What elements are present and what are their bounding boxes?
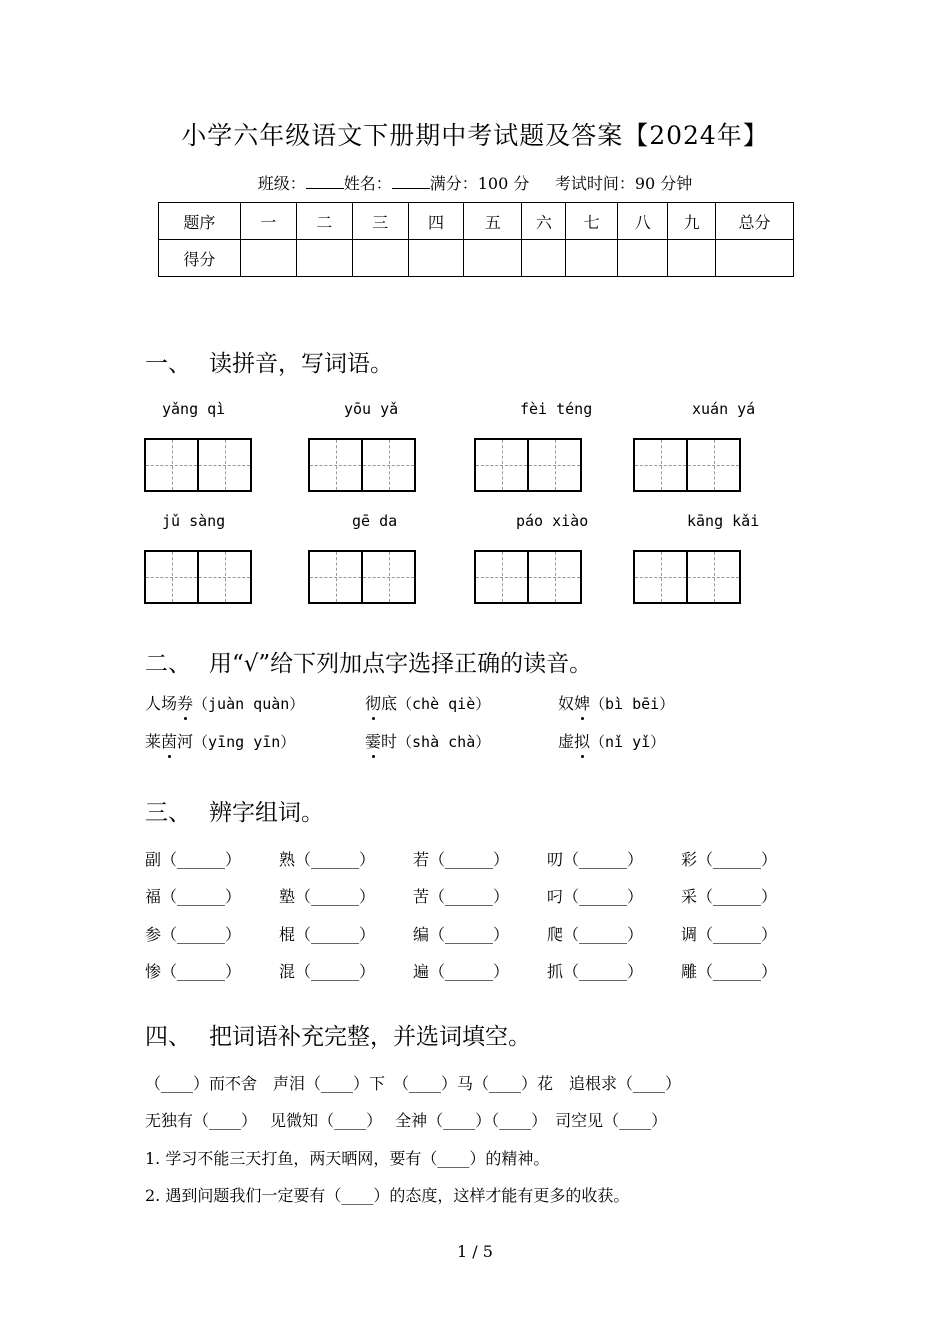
word-part: 人场 xyxy=(145,694,178,713)
writing-grid[interactable] xyxy=(144,438,252,492)
exam-info xyxy=(0,171,950,194)
answer-blank[interactable]: （______） xyxy=(563,925,644,944)
word-group-item[interactable] xyxy=(413,847,509,870)
dotted-char: 茵 xyxy=(161,729,177,752)
score-cell[interactable] xyxy=(464,240,522,277)
word-group-item[interactable] xyxy=(681,959,777,982)
word-group-item[interactable] xyxy=(145,884,241,907)
grid-cell[interactable] xyxy=(476,440,529,490)
word-group-item[interactable] xyxy=(681,884,777,907)
dotted-char: 彻 xyxy=(365,691,381,714)
word-part: 河 xyxy=(177,732,194,751)
page-number: 1 / 5 xyxy=(457,1242,493,1261)
pinyin-label: yōu yǎ xyxy=(344,400,399,418)
dotted-char: 婢 xyxy=(574,691,590,714)
score-header-cell: 六 xyxy=(522,203,566,240)
word-group-item[interactable] xyxy=(413,922,509,945)
grid-cell[interactable] xyxy=(476,552,529,602)
score-table xyxy=(158,202,794,277)
pinyin-options[interactable]: （chè qiè） xyxy=(397,695,491,713)
answer-blank[interactable]: （______） xyxy=(161,962,242,981)
pinyin-label: xuán yá xyxy=(692,400,756,418)
word-group-item[interactable] xyxy=(547,959,643,982)
section-3-heading xyxy=(145,794,324,827)
word-part: 时 xyxy=(381,732,398,751)
char: 叨 xyxy=(547,850,564,869)
grid-cell[interactable] xyxy=(529,440,580,490)
score-header-cell: 题序 xyxy=(159,203,241,240)
char: 爬 xyxy=(547,925,564,944)
score-cell[interactable] xyxy=(522,240,566,277)
idiom-line-1[interactable]: （____）而不舍 声泪（____）下 （____）马（____）花 追根求（____） xyxy=(145,1074,682,1093)
score-label: 满分：100 分 xyxy=(429,174,530,193)
word-group-item[interactable] xyxy=(279,847,375,870)
writing-grid[interactable] xyxy=(474,438,582,492)
reading-item xyxy=(365,691,490,714)
page-title: 小学六年级语文下册期中考试题及答案【2024年】 xyxy=(181,121,769,150)
dotted-char: 券 xyxy=(177,691,193,714)
pinyin-label: páo xiào xyxy=(516,512,589,530)
char: 惨 xyxy=(145,962,162,981)
word-group-item[interactable] xyxy=(145,922,241,945)
section-number: 三、 xyxy=(145,800,191,826)
grid-cell[interactable] xyxy=(310,440,363,490)
word-group-item[interactable] xyxy=(413,884,509,907)
score-header-cell: 总分 xyxy=(716,203,794,240)
answer-blank[interactable]: （______） xyxy=(563,887,644,906)
answer-blank[interactable]: （______） xyxy=(563,850,644,869)
answer-blank[interactable]: （______） xyxy=(295,887,376,906)
reading-item xyxy=(558,729,665,752)
char: 编 xyxy=(413,925,430,944)
score-header-cell: 四 xyxy=(408,203,464,240)
writing-grid[interactable] xyxy=(144,550,252,604)
answer-blank[interactable]: （______） xyxy=(429,850,510,869)
score-header-row xyxy=(159,203,794,240)
section-2-heading xyxy=(145,645,592,678)
reading-item xyxy=(365,729,490,752)
char: 混 xyxy=(279,962,296,981)
answer-blank[interactable]: （______） xyxy=(161,850,242,869)
score-cell[interactable] xyxy=(618,240,668,277)
word-part: 莱 xyxy=(145,732,162,751)
grid-cell[interactable] xyxy=(635,552,688,602)
word-group-item[interactable] xyxy=(547,884,643,907)
grid-cell[interactable] xyxy=(199,552,250,602)
dotted-char: 霎 xyxy=(365,729,381,752)
score-row-label: 得分 xyxy=(159,240,241,277)
char: 若 xyxy=(413,850,430,869)
char: 抓 xyxy=(547,962,564,981)
char: 熟 xyxy=(279,850,296,869)
pinyin-options[interactable]: （nǐ yǐ） xyxy=(590,733,666,751)
char: 参 xyxy=(145,925,162,944)
char: 苦 xyxy=(413,887,430,906)
writing-grid[interactable] xyxy=(308,550,416,604)
answer-blank[interactable]: （______） xyxy=(697,962,778,981)
answer-blank[interactable]: （______） xyxy=(697,925,778,944)
grid-cell[interactable] xyxy=(146,552,199,602)
answer-blank[interactable]: （______） xyxy=(429,925,510,944)
word-group-item[interactable] xyxy=(279,884,375,907)
grid-cell[interactable] xyxy=(635,440,688,490)
char: 副 xyxy=(145,850,162,869)
section-1-heading xyxy=(145,345,393,378)
pinyin-label: gē da xyxy=(352,512,398,530)
answer-blank[interactable]: （______） xyxy=(697,887,778,906)
word-group-item[interactable] xyxy=(547,922,643,945)
name-label: 姓名： xyxy=(343,174,392,193)
answer-blank[interactable]: （______） xyxy=(429,887,510,906)
word-group-item[interactable] xyxy=(279,959,375,982)
word-part: 虚 xyxy=(558,732,575,751)
pinyin-options[interactable]: （yīng yīn） xyxy=(193,733,296,751)
pinyin-label: jǔ sàng xyxy=(162,512,226,530)
grid-cell[interactable] xyxy=(529,552,580,602)
grid-cell[interactable] xyxy=(363,552,414,602)
char: 调 xyxy=(681,925,698,944)
answer-blank[interactable]: （______） xyxy=(563,962,644,981)
score-header-cell: 八 xyxy=(618,203,668,240)
score-header-cell: 二 xyxy=(296,203,352,240)
section-number: 二、 xyxy=(145,651,191,677)
word-group-item[interactable] xyxy=(681,847,777,870)
grid-cell[interactable] xyxy=(363,440,414,490)
grid-cell[interactable] xyxy=(199,440,250,490)
pinyin-options[interactable]: （shà chà） xyxy=(397,733,491,751)
writing-grid[interactable] xyxy=(633,550,741,604)
answer-blank[interactable]: （______） xyxy=(161,887,242,906)
section-title: 辨字组词。 xyxy=(209,800,324,826)
section-title: 读拼音，写词语。 xyxy=(209,351,393,377)
section-4-heading xyxy=(145,1018,531,1051)
class-label: 班级： xyxy=(257,174,306,193)
word-part: 底 xyxy=(381,694,398,713)
score-header-cell: 一 xyxy=(240,203,296,240)
time-label: 考试时间：90 分钟 xyxy=(554,174,693,193)
question-2[interactable]: 2. 遇到问题我们一定要有（____）的态度，这样才能有更多的收获。 xyxy=(145,1186,630,1205)
grid-cell[interactable] xyxy=(688,440,739,490)
score-header-cell: 三 xyxy=(352,203,408,240)
score-cell[interactable] xyxy=(408,240,464,277)
char: 棍 xyxy=(279,925,296,944)
pinyin-options[interactable]: （juàn quàn） xyxy=(193,695,305,713)
section-title: 把词语补充完整，并选词填空。 xyxy=(209,1024,531,1050)
score-cell[interactable] xyxy=(240,240,296,277)
score-header-cell: 五 xyxy=(464,203,522,240)
answer-blank[interactable]: （______） xyxy=(697,850,778,869)
answer-blank[interactable]: （______） xyxy=(429,962,510,981)
score-cell[interactable] xyxy=(566,240,618,277)
char: 采 xyxy=(681,887,698,906)
score-cell[interactable] xyxy=(716,240,794,277)
score-header-cell: 七 xyxy=(566,203,618,240)
grid-cell[interactable] xyxy=(146,440,199,490)
score-cell[interactable] xyxy=(352,240,408,277)
answer-blank[interactable]: （______） xyxy=(295,850,376,869)
char: 雕 xyxy=(681,962,698,981)
grid-cell[interactable] xyxy=(688,552,739,602)
score-cell[interactable] xyxy=(296,240,352,277)
class-blank[interactable] xyxy=(306,174,344,189)
char: 遍 xyxy=(413,962,430,981)
writing-grid[interactable] xyxy=(633,438,741,492)
char: 塾 xyxy=(279,887,296,906)
word-group-item[interactable] xyxy=(413,959,509,982)
score-row xyxy=(159,240,794,277)
score-header-cell: 九 xyxy=(668,203,716,240)
reading-item xyxy=(558,691,674,714)
pinyin-options[interactable]: （bì bēi） xyxy=(590,695,675,713)
word-group-item[interactable] xyxy=(681,922,777,945)
idiom-line-2[interactable]: 无独有（____） 见微知（____） 全神（____）（____） 司空见（____） xyxy=(145,1111,668,1130)
name-blank[interactable] xyxy=(392,174,430,189)
char: 叼 xyxy=(547,887,564,906)
section-title: 用“√”给下列加点字选择正确的读音。 xyxy=(209,651,593,677)
word-group-item[interactable] xyxy=(279,922,375,945)
score-cell[interactable] xyxy=(668,240,716,277)
pinyin-label: fèi téng xyxy=(520,400,593,418)
answer-blank[interactable]: （______） xyxy=(295,962,376,981)
grid-cell[interactable] xyxy=(310,552,363,602)
writing-grid[interactable] xyxy=(308,438,416,492)
answer-blank[interactable]: （______） xyxy=(161,925,242,944)
pinyin-label: kāng kǎi xyxy=(687,512,760,530)
section-number: 一、 xyxy=(145,351,191,377)
word-group-item[interactable] xyxy=(547,847,643,870)
char: 彩 xyxy=(681,850,698,869)
writing-grid[interactable] xyxy=(474,550,582,604)
question-1[interactable]: 1. 学习不能三天打鱼，两天晒网，要有（____）的精神。 xyxy=(145,1149,550,1168)
word-group-item[interactable] xyxy=(145,959,241,982)
answer-blank[interactable]: （______） xyxy=(295,925,376,944)
reading-item xyxy=(145,691,304,714)
word-group-item[interactable] xyxy=(145,847,241,870)
reading-item xyxy=(145,729,295,752)
pinyin-label: yǎng qì xyxy=(162,400,226,418)
char: 福 xyxy=(145,887,162,906)
word-part: 奴 xyxy=(558,694,575,713)
dotted-char: 拟 xyxy=(574,729,590,752)
section-number: 四、 xyxy=(145,1024,191,1050)
